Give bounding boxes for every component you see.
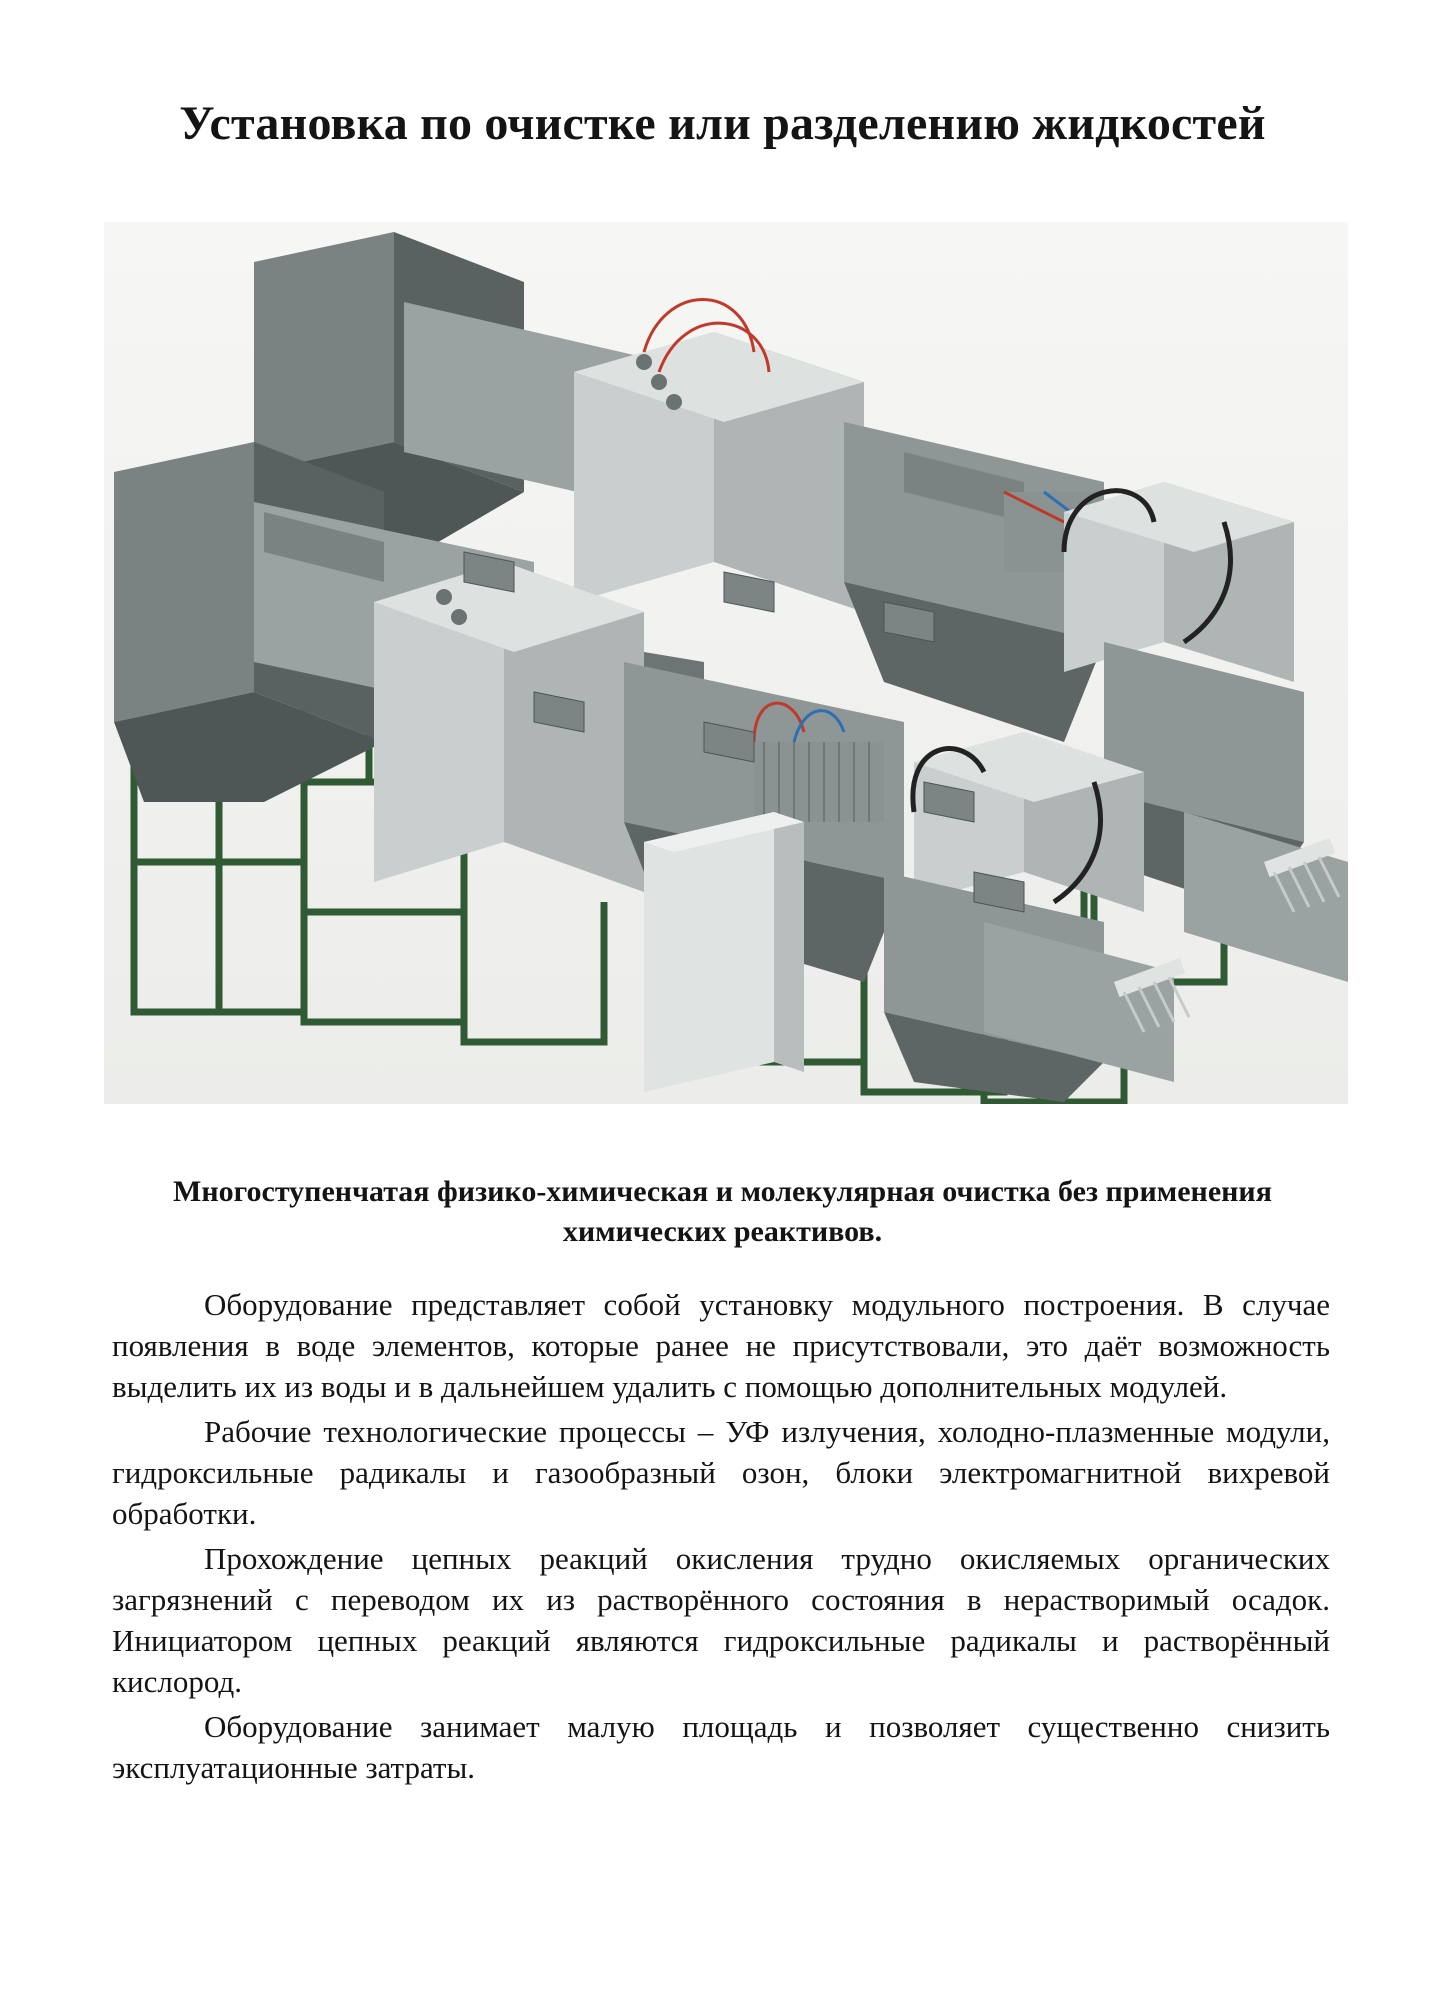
water-treatment-installation-icon bbox=[104, 222, 1348, 1104]
page-title: Установка по очистке или разделению жидкостей bbox=[179, 97, 1266, 150]
paragraph: Рабочие технологические процессы – УФ излучения, холодно-плазменные модули, гидроксильные радикалы и газообразный озон, блоки электромагнитной вихревой обработки. bbox=[112, 1414, 1330, 1531]
body-text bbox=[112, 1284, 1330, 1792]
section-subtitle: Многоступенчатая физико-химическая и молекулярная очистка без применения химических реактивов. bbox=[173, 1175, 1272, 1248]
installation-illustration bbox=[104, 222, 1348, 1104]
paragraph: Оборудование занимает малую площадь и позволяет существенно снизить эксплуатационные затраты. bbox=[112, 1709, 1330, 1785]
paragraph: Оборудование представляет собой установку модульного построения. В случае появления в воде элементов, которые ранее не присутствовали, это даёт возможность выделить их из воды и в дальнейшем удалить с помощью дополнительных модулей. bbox=[112, 1287, 1330, 1404]
paragraph: Прохождение цепных реакций окисления трудно окисляемых органических загрязнений с переводом их из растворённого состояния в нерастворимый осадок. Инициатором цепных реакций являются гидроксильные радикалы и растворённый кислород. bbox=[112, 1541, 1330, 1699]
